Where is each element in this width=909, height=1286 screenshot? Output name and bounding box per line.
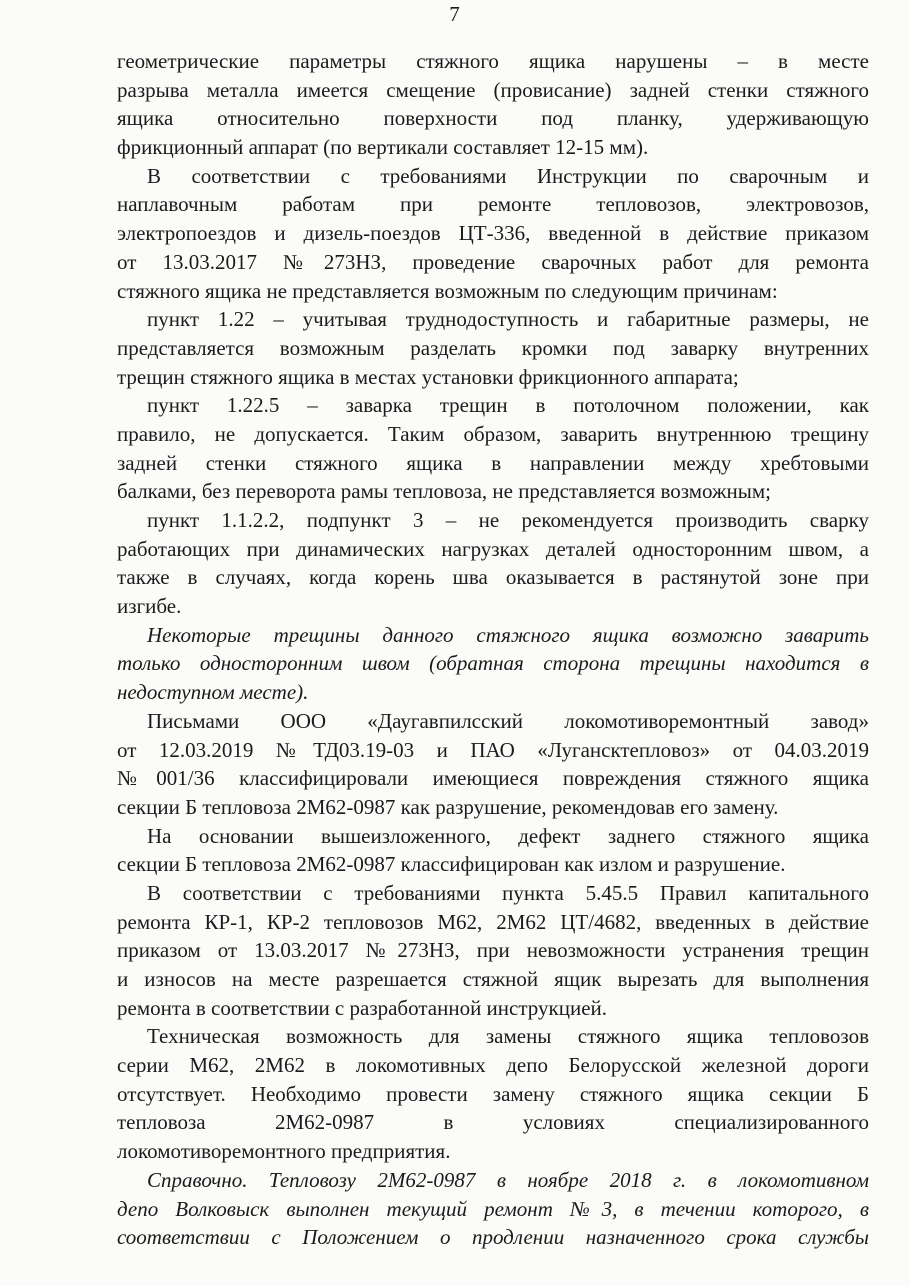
text-line: от 12.03.2019 №ТД03.19-03 и ПАО «Лугансктепловоз» от 04.03.2019 [117,737,869,762]
text-line: Письмами ООО «Даугавпилсский локомотиворемонтный завод» [147,708,869,733]
paragraph [117,822,869,879]
text-line: стяжного ящика не представляется возможным по следующим причинам: [117,278,778,303]
text-line: пункт 1.1.2.2, подпункт 3 – не рекомендуется производить сварку [147,508,869,532]
text-line: депо Волковыск выполнен текущий ремонт №3, в течении которого, в [117,1196,869,1221]
text-line: только односторонним швом (обратная сторона трещины находится в [117,651,869,676]
text-line: представляется возможным разделать кромки под заварку внутренних [117,335,869,360]
text-line: задней стенки стяжного ящика в направлении между хребтовыми [117,450,869,475]
text-line: приказом от 13.03.2017 №273НЗ, при невозможности устранения трещин [117,938,869,963]
text-line: серии М62, 2М62 в локомотивных депо Белорусской железной дороги [117,1053,869,1078]
text-line: от 13.03.2017 №273НЗ, проведение сварочных работ для ремонта [117,249,869,274]
text-line: соответствии с Положением о продлении назначенного срока службы [117,1225,869,1250]
text-line: фрикционный аппарат (по вертикали составляет 12-15 мм). [117,135,649,160]
text-line: №001/36 классифицировали имеющиеся повреждения стяжного ящика [117,766,869,791]
paragraph [117,879,869,1022]
text-line: В соответствии с требованиями Инструкции по сварочным и [147,163,869,188]
text-line: разрыва металла имеется смещение (провисание) задней стенки стяжного [117,77,869,102]
text-line: электропоездов и дизель-поездов ЦТ-336, введенной в действие приказом [117,221,869,246]
text-line: локомотиворемонтного предприятия. [117,1139,451,1164]
text-line: недоступном месте). [117,680,309,705]
text-line: трещин стяжного ящика в местах установки фрикционного аппарата; [117,364,739,389]
text-line: пункт 1.22.5 – заварка трещин в потолочном положении, как [147,393,869,418]
text-line: секции Б тепловоза 2М62-0987 как разрушение, рекомендовав его замену. [117,794,779,819]
paragraph [117,162,869,305]
paragraph [117,1022,869,1165]
text-line: геометрические параметры стяжного ящика нарушены – в месте [117,49,869,73]
text-line: работающих при динамических нагрузках деталей односторонним швом, а [117,536,869,561]
text-line: секции Б тепловоза 2М62-0987 классифицирован как излом и разрушение. [117,852,786,877]
text-line: Техническая возможность для замены стяжного ящика тепловозов [147,1024,869,1049]
text-line: тепловоза 2М62-0987 в условиях специализированного [117,1110,869,1135]
text-line: ящика относительно поверхности под планку, удерживающую [117,106,869,131]
text-line: На основании вышеизложенного, дефект заднего стяжного ящика [147,823,869,848]
italic-paragraph [117,621,869,707]
paragraph [117,707,869,822]
italic-paragraph [117,1166,869,1252]
paragraph [117,305,869,391]
text-line: пункт 1.22 – учитывая труднодоступность и габаритные размеры, не [147,307,869,332]
page-number: 7 [449,2,460,26]
document-body [117,47,869,1252]
paragraph [117,391,869,506]
text-line: наплавочным работам при ремонте тепловозов, электровозов, [117,192,869,217]
text-line: также в случаях, когда корень шва оказывается в растянутой зоне при [117,565,869,590]
text-line: Некоторые трещины данного стяжного ящика возможно заварить [147,622,869,647]
text-line: правило, не допускается. Таким образом, заварить внутреннюю трещину [117,421,869,446]
text-line: ремонта в соответствии с разработанной инструкцией. [117,995,608,1020]
paragraph [117,47,869,162]
text-line: и износов на месте разрешается стяжной ящик вырезать для выполнения [117,967,869,991]
text-line: изгибе. [117,594,182,619]
text-line: балками, без переворота рамы тепловоза, не представляется возможным; [117,479,772,504]
text-line: отсутствует. Необходимо провести замену стяжного ящика секции Б [117,1081,869,1106]
text-line: ремонта КР-1, КР-2 тепловозов М62, 2М62 ЦТ/4682, введенных в действие [117,909,869,934]
text-line: Справочно. Тепловозу 2М62-0987 в ноябре 2018 г. в локомотивном [147,1167,869,1192]
paragraph [117,506,869,621]
text-line: В соответствии с требованиями пункта 5.45.5 Правил капитального [147,880,869,905]
